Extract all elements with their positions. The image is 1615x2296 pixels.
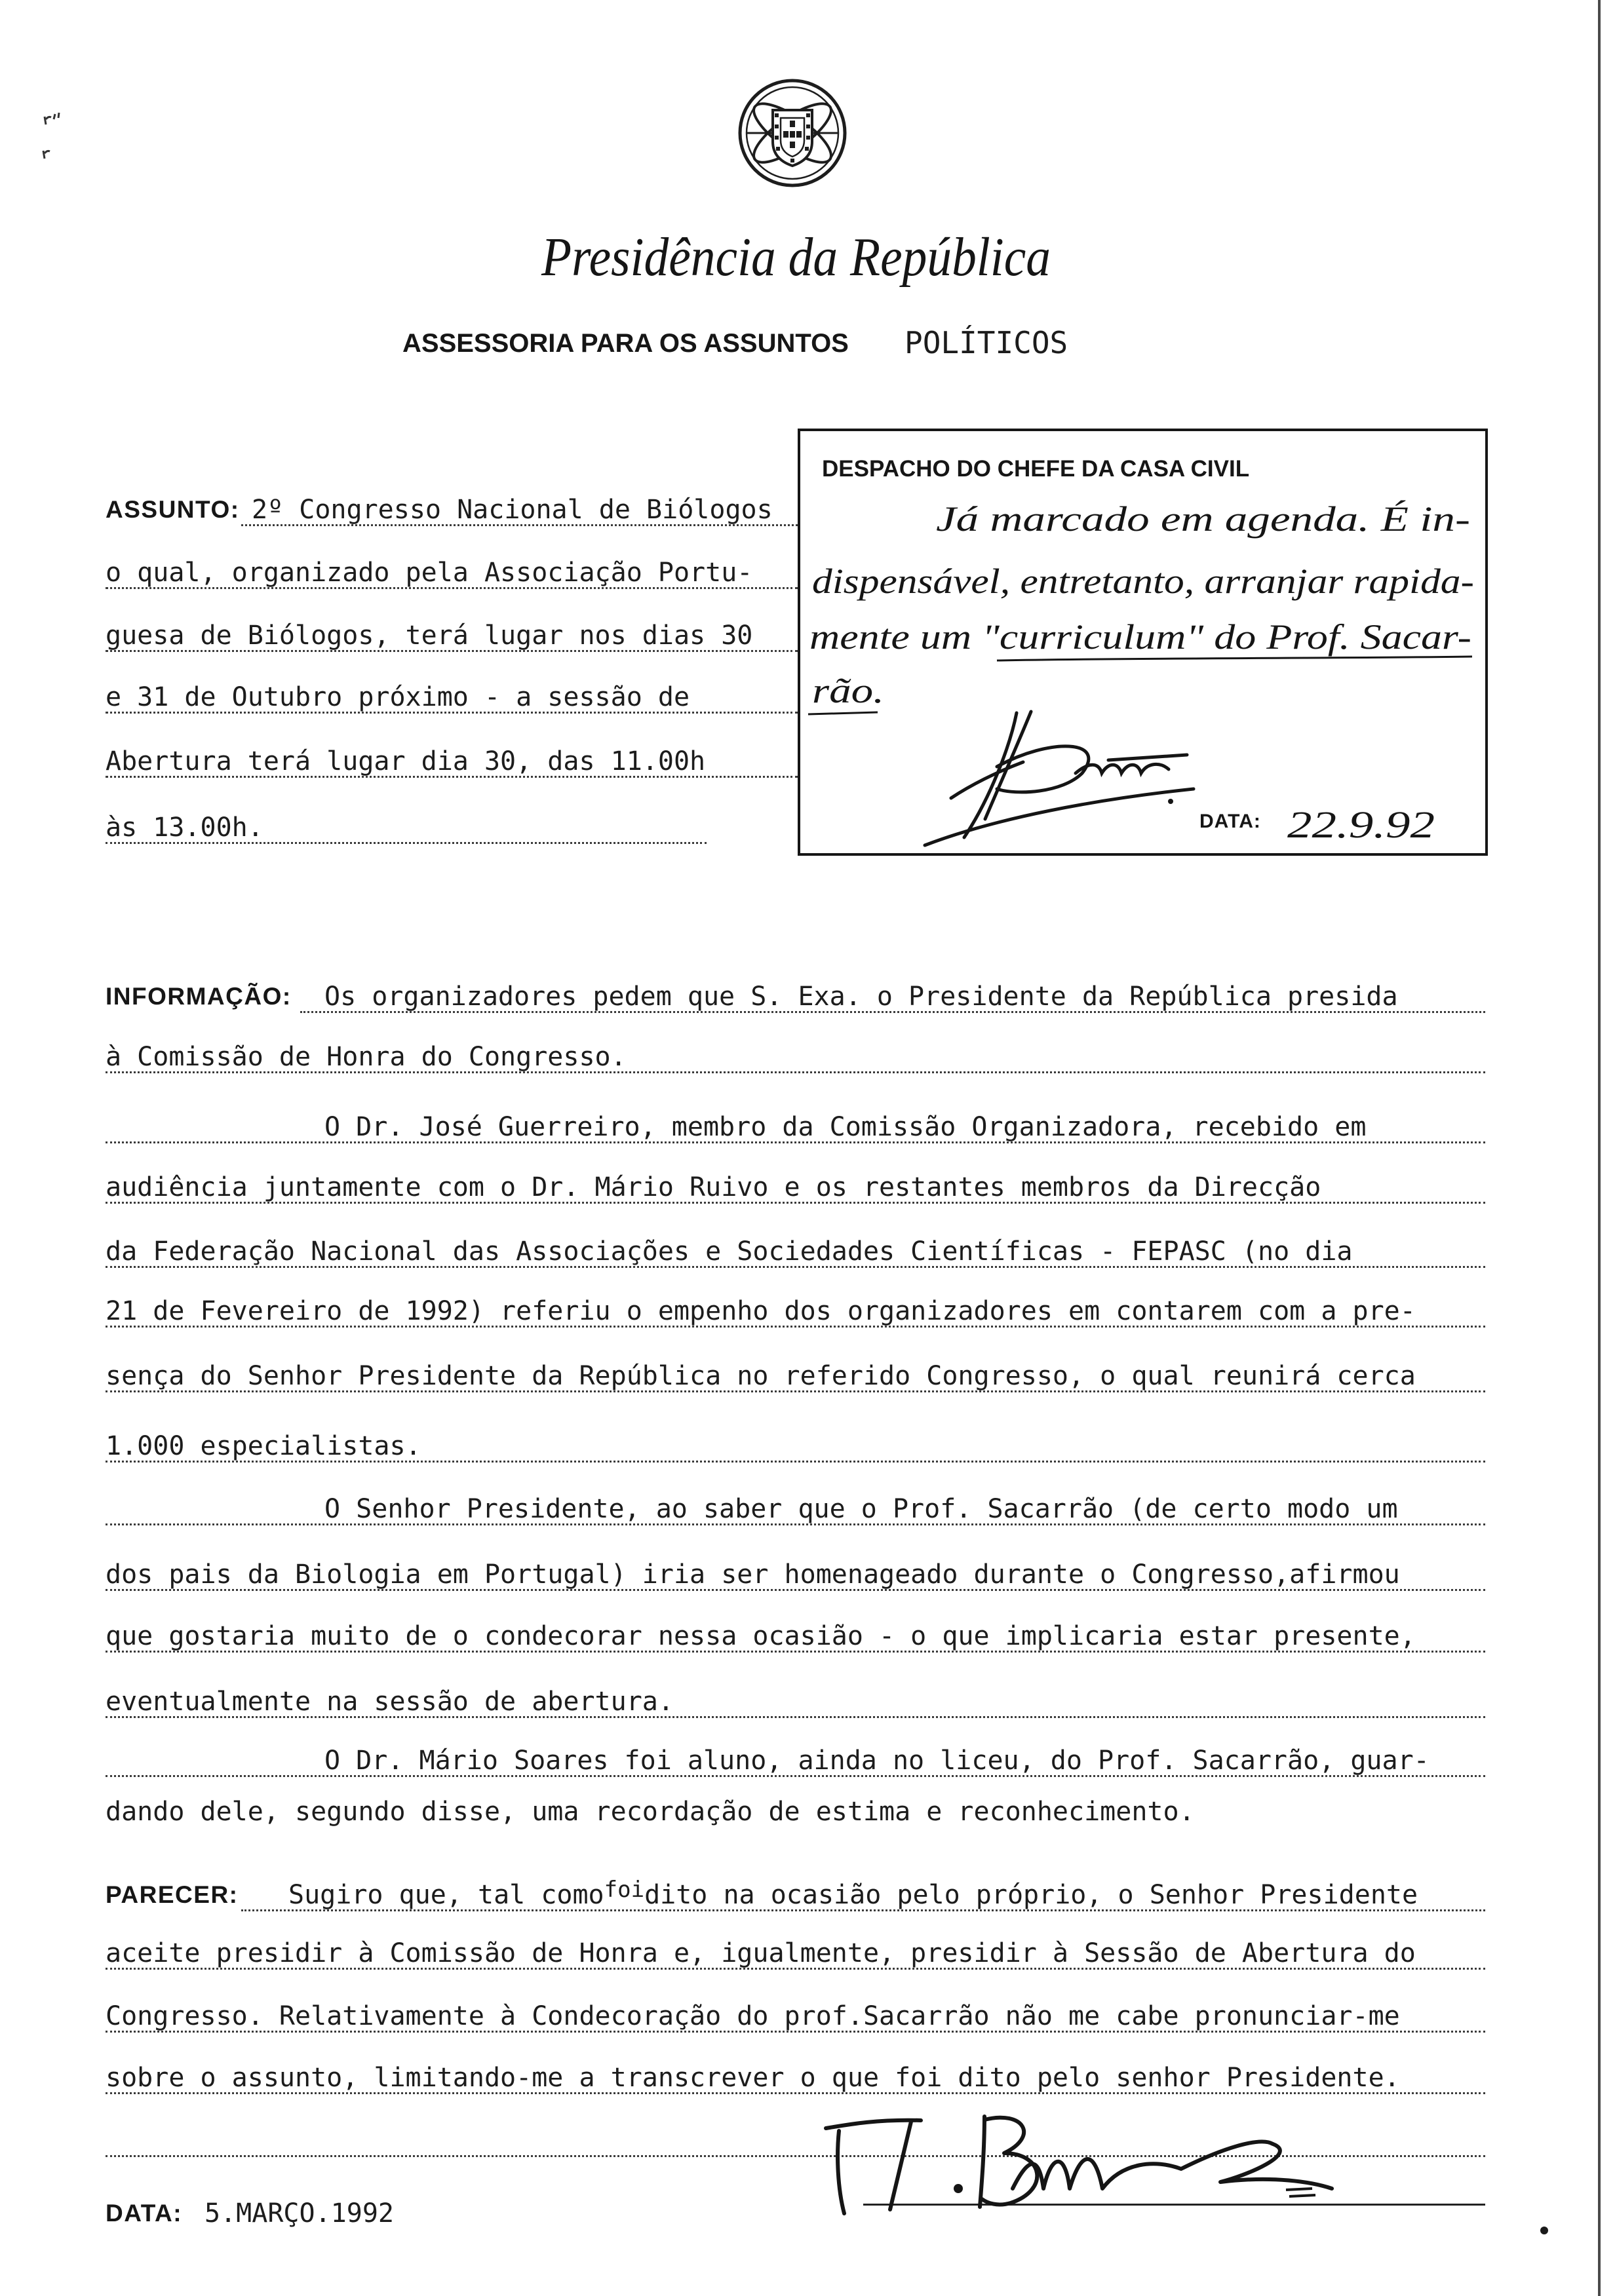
parecer-label: PARECER:: [106, 1881, 239, 1908]
chefe-signature: [925, 712, 1194, 845]
informacao-line: Os organizadores pedem que S. Exa. o Presidente da República presida: [300, 982, 1485, 1013]
informacao-line: O Dr. Mário Soares foi aluno, ainda no liceu, do Prof. Sacarrão, guar-: [106, 1746, 1485, 1777]
parecer-line: aceite presidir à Comissão de Honra e, igualmente, presidir à Sessão de Abertura do: [106, 1939, 1485, 1970]
despacho-note-line: dispensável, entretanto, arranjar rapida-: [812, 562, 1474, 601]
despacho-date-value: 22.9.92: [1287, 803, 1435, 846]
despacho-date-label: DATA:: [1199, 811, 1261, 832]
parecer-text: dito na ocasião pelo próprio, o Senhor Presidente: [644, 1880, 1418, 1910]
assunto-line: às 13.00h.: [106, 813, 707, 844]
informacao-line: dos pais da Biologia em Portugal) iria ser homenageado durante o Congresso,afirmou: [106, 1560, 1485, 1591]
informacao-line: O Dr. José Guerreiro, membro da Comissão Organizadora, recebido em: [106, 1113, 1485, 1143]
department-name-typed: POLÍTICOS: [905, 325, 1068, 360]
parecer-line: sobre o assunto, limitando-me a transcrever o que foi dito pelo senhor Presidente.: [106, 2063, 1485, 2094]
note-underline: [997, 657, 1472, 660]
assunto-line: e 31 de Outubro próximo - a sessão de: [106, 683, 798, 714]
parecer-line: Congresso. Relativamente à Condecoração do prof.Sacarrão não me cabe pronunciar-me: [106, 2002, 1485, 2033]
ink-speck: [1540, 2227, 1548, 2234]
scan-edge-line: [1598, 0, 1601, 2296]
despacho-heading: DESPACHO DO CHEFE DA CASA CIVIL: [822, 456, 1250, 482]
institution-title: [524, 216, 1068, 301]
informacao-line: que gostaria muito de o condecorar nessa ocasião - o que implicaria estar presente,: [106, 1622, 1485, 1653]
note-underline: [808, 712, 878, 714]
assunto-label: ASSUNTO:: [106, 496, 240, 523]
informacao-label: INFORMAÇÃO:: [106, 983, 292, 1010]
informacao-line: audiência juntamente com o Dr. Mário Ruivo e os restantes membros da Direcção: [106, 1173, 1485, 1204]
parecer-insertion: foi: [604, 1877, 645, 1903]
informacao-line: da Federação Nacional das Associações e Sociedades Científicas - FEPASC (no dia: [106, 1237, 1485, 1268]
informacao-line: eventualmente na sessão de abertura.: [106, 1687, 1485, 1718]
informacao-line: 21 de Fevereiro de 1992) referiu o empenho dos organizadores em contarem com a pre-: [106, 1297, 1485, 1328]
parecer-text: Sugiro que, tal como: [288, 1880, 604, 1910]
assunto-line: Abertura terá lugar dia 30, das 11.00h: [106, 747, 798, 778]
institution-title-text: Presidência da República: [541, 227, 1051, 288]
assunto-line: 2º Congresso Nacional de Biólogos: [241, 495, 798, 526]
assunto-line: guesa de Biólogos, terá lugar nos dias 30: [106, 621, 798, 652]
informacao-line: sença do Senhor Presidente da República no referido Congresso, o qual reunirá cerca: [106, 1362, 1485, 1392]
footer-date-value: 5.MARÇO.1992: [204, 2198, 394, 2229]
footer-date-label: DATA:: [106, 2200, 183, 2227]
coat-of-arms-icon: [737, 77, 848, 189]
informacao-line: 1.000 especialistas.: [106, 1432, 1485, 1463]
informacao-line: à Comissão de Honra do Congresso.: [106, 1043, 1485, 1073]
despacho-note-line: rão.: [812, 671, 884, 710]
despacho-handwriting: [800, 431, 1485, 853]
department-name: ASSESSORIA PARA OS ASSUNTOS: [402, 329, 849, 358]
scan-marks: [39, 105, 66, 164]
parecer-line: [241, 1877, 1485, 1911]
informacao-line: O Senhor Presidente, ao saber que o Prof. Sacarrão (de certo modo um: [106, 1495, 1485, 1525]
despacho-note-line: Já marcado em agenda. É in-: [936, 499, 1470, 539]
despacho-box: [798, 429, 1488, 856]
ink-speck: [1168, 799, 1173, 804]
author-signature: [813, 2090, 1350, 2231]
informacao-line: dando dele, segundo disse, uma recordação de estima e reconhecimento.: [106, 1797, 1195, 1827]
assunto-line: o qual, organizado pela Associação Portu-: [106, 558, 798, 589]
despacho-note-line: mente um "curriculum" do Prof. Sacar-: [809, 617, 1471, 657]
